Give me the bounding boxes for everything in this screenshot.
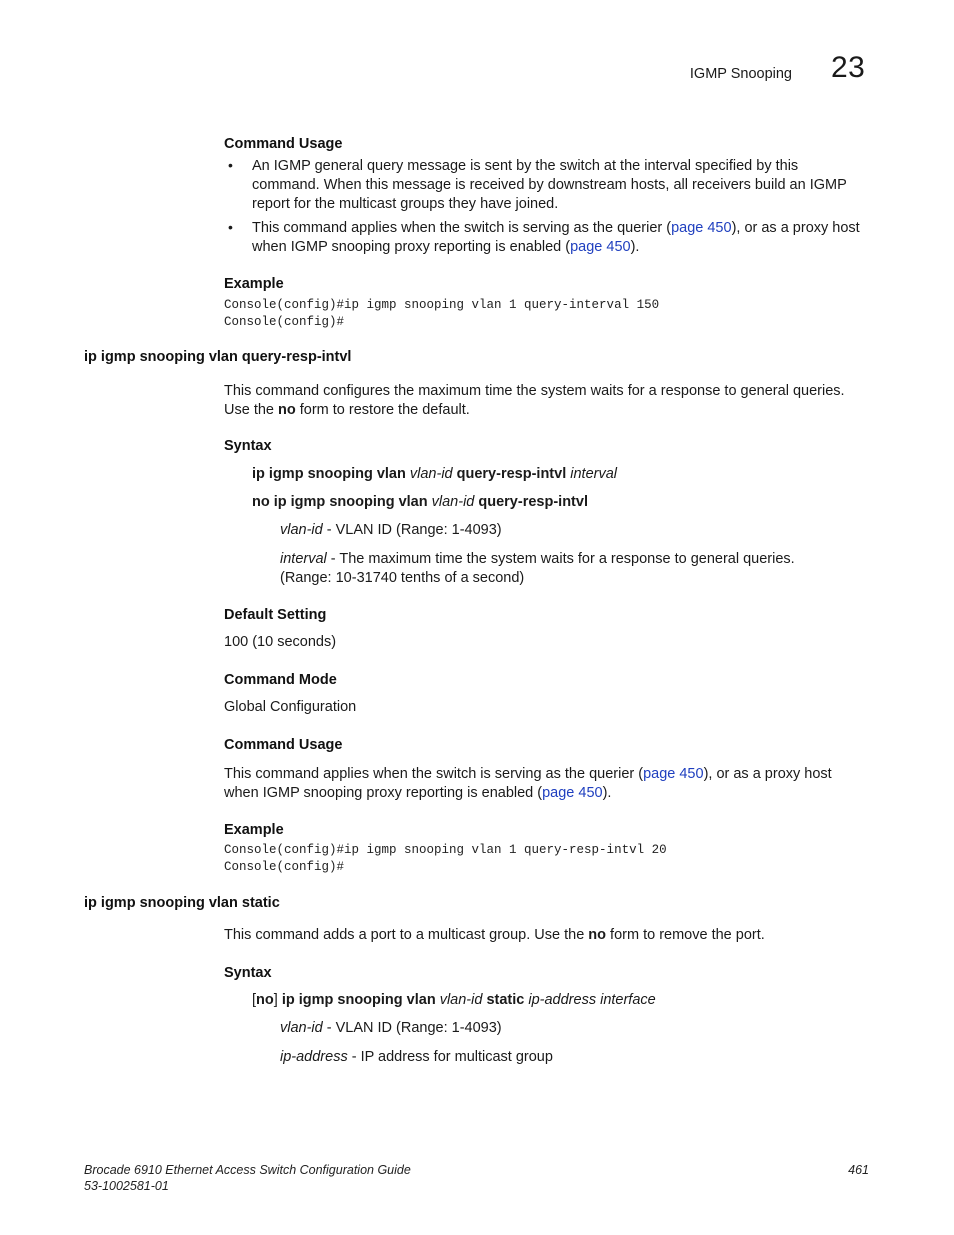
code-line: Console(config)# [224,315,345,329]
bullet-text: when IGMP snooping proxy reporting is enabled ( [252,239,571,255]
bullet-item [252,157,892,214]
bullet-text: ), or as a proxy host [731,220,860,236]
syntax-param: ip-address interface [528,992,656,1008]
syntax-bracket: ] [273,992,282,1008]
command-usage-heading: Command Usage [224,136,343,152]
code-example [224,297,659,331]
keyword-no: no [588,927,607,943]
param-name: ip-address [280,1049,348,1065]
code-example [224,842,667,876]
param-name: vlan-id [280,1020,323,1036]
keyword-no: no [278,402,296,418]
syntax-keyword: query-resp-intvl [456,466,567,482]
usage-text: when IGMP snooping proxy reporting is enabled ( [224,785,543,801]
bullet-text: This command applies when the switch is serving as the querier ( [252,220,672,236]
footer-left [84,1162,411,1194]
syntax-heading: Syntax [224,965,272,981]
param-text: - VLAN ID (Range: 1-4093) [322,1020,502,1036]
code-line: Console(config)#ip igmp snooping vlan 1 query-interval 150 [224,298,660,312]
page-link[interactable]: page 450 [570,239,631,255]
description-line: This command configures the maximum time the system waits for a response to general queries. [224,383,845,399]
parameter-description [280,1020,502,1036]
parameter-description [280,550,880,588]
page-link[interactable]: page 450 [671,220,732,236]
command-usage-text [224,765,884,803]
usage-text: ). [602,785,612,801]
description-text: form to remove the port. [606,927,765,943]
bullet-marker: • [228,157,233,173]
syntax-keyword: query-resp-intvl [478,494,588,510]
running-header-title: IGMP Snooping [689,66,792,82]
description-text: form to restore the default. [295,402,470,418]
bullet-text: ). [630,239,640,255]
syntax-line [252,466,617,482]
example-heading: Example [224,276,284,292]
syntax-param: vlan-id [409,466,453,482]
param-text: - The maximum time the system waits for a response to general queries. [326,551,795,567]
syntax-keyword: no ip igmp snooping vlan [252,494,428,510]
syntax-param: vlan-id [431,494,475,510]
command-mode-heading: Command Mode [224,672,337,688]
page-link[interactable]: page 450 [643,766,704,782]
usage-text: This command applies when the switch is serving as the querier ( [224,766,644,782]
param-text: - VLAN ID (Range: 1-4093) [322,522,502,538]
syntax-bracket: [ [252,992,257,1008]
param-text: - IP address for multicast group [347,1049,553,1065]
code-line: Console(config)# [224,860,345,874]
param-name: interval [280,551,327,567]
syntax-param: interval [570,466,618,482]
description-text: Use the [224,402,278,418]
bullet-marker: • [228,219,233,235]
bullet-line: report for the multicast groups they have joined. [252,196,559,212]
code-line: Console(config)#ip igmp snooping vlan 1 query-resp-intvl 20 [224,843,667,857]
syntax-param: vlan-id [439,992,483,1008]
parameter-description [280,522,502,538]
default-setting-value: 100 (10 seconds) [224,634,337,650]
usage-text: ), or as a proxy host [703,766,832,782]
bullet-line: command. When this message is received by downstream hosts, all receivers build an IGMP [252,177,847,193]
footer-book-title: Brocade 6910 Ethernet Access Switch Configuration Guide [84,1163,411,1177]
chapter-number: 23 [831,51,866,84]
command-description [224,927,765,943]
command-mode-value: Global Configuration [224,699,357,715]
section-title: ip igmp snooping vlan static [84,895,280,911]
section-title: ip igmp snooping vlan query-resp-intvl [84,349,352,365]
command-description [224,382,884,420]
syntax-keyword: no [256,992,274,1008]
bullet-line: An IGMP general query message is sent by the switch at the interval specified by this [252,158,799,174]
syntax-keyword: ip igmp snooping vlan [281,992,436,1008]
description-text: This command adds a port to a multicast group. Use the [224,927,589,943]
syntax-heading: Syntax [224,438,272,454]
page-link[interactable]: page 450 [542,785,603,801]
footer-page-number: 461 [848,1163,869,1177]
bullet-item [252,219,892,257]
default-setting-heading: Default Setting [224,607,327,623]
syntax-keyword: ip igmp snooping vlan [252,466,406,482]
footer-doc-number: 53-1002581-01 [84,1179,169,1193]
example-heading: Example [224,822,284,838]
param-name: vlan-id [280,522,323,538]
command-usage-heading: Command Usage [224,737,343,753]
syntax-keyword: static [486,992,525,1008]
param-text: (Range: 10-31740 tenths of a second) [280,570,525,586]
parameter-description [280,1049,553,1065]
syntax-line [252,494,588,510]
syntax-line [252,992,656,1008]
